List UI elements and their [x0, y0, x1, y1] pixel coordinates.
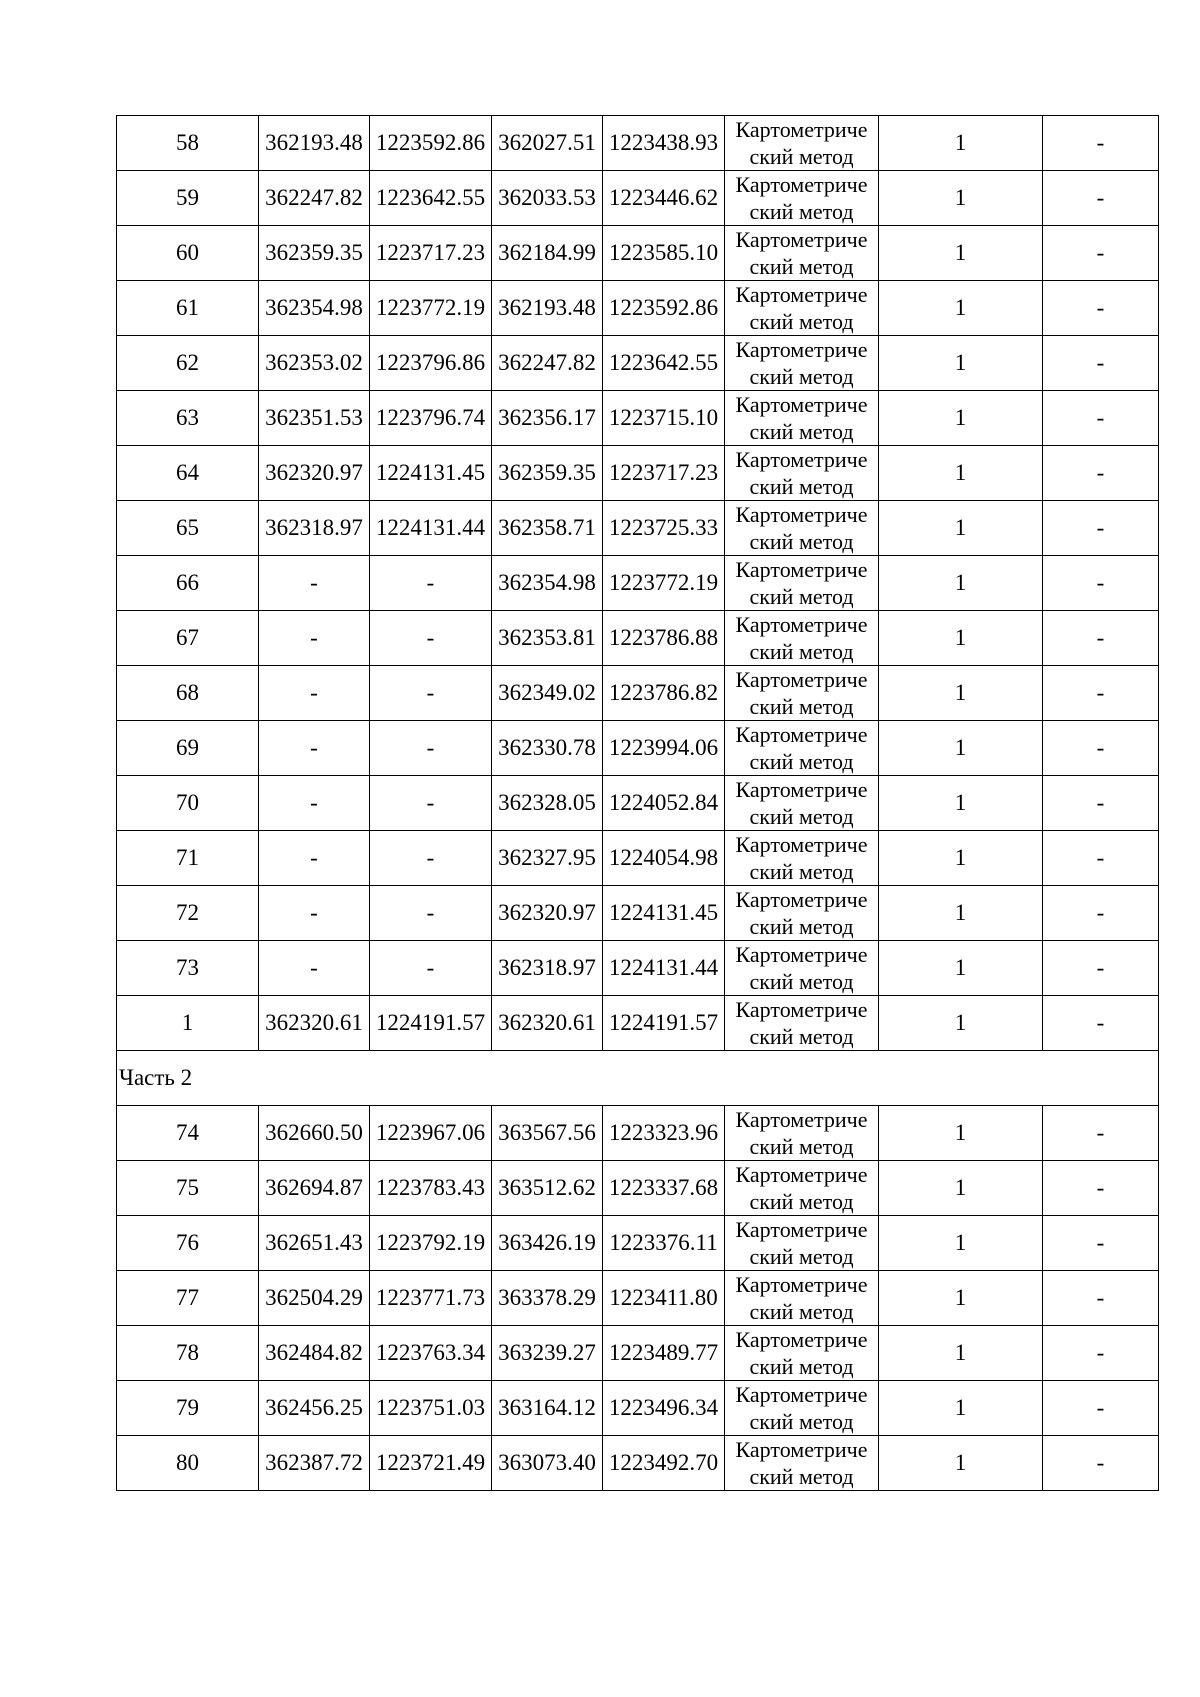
table-body-part-1 — [117, 116, 1159, 1051]
method-line-1: Картометриче — [735, 997, 868, 1022]
coordinates-table — [116, 115, 1159, 1491]
existing-x-cell: - — [259, 556, 370, 611]
description-cell: - — [1043, 1216, 1159, 1271]
method-cell — [725, 336, 879, 391]
accuracy-cell: 1 — [879, 776, 1043, 831]
method-line-2: ский метод — [749, 1299, 854, 1324]
refined-y-cell: 1223323.96 — [603, 1106, 725, 1161]
accuracy-cell: 1 — [879, 171, 1043, 226]
point-number-cell: 78 — [117, 1326, 259, 1381]
refined-x-cell: 362349.02 — [492, 666, 603, 721]
refined-y-cell: 1223786.82 — [603, 666, 725, 721]
existing-y-cell: 1223796.86 — [370, 336, 492, 391]
refined-y-cell: 1223585.10 — [603, 226, 725, 281]
table-row — [117, 336, 1159, 391]
method-line-1: Картометриче — [735, 942, 868, 967]
table-row — [117, 831, 1159, 886]
refined-x-cell: 362353.81 — [492, 611, 603, 666]
document-page — [116, 115, 1159, 1491]
method-line-2: ский метод — [749, 1189, 854, 1214]
existing-x-cell: 362353.02 — [259, 336, 370, 391]
table-row — [117, 1106, 1159, 1161]
method-cell — [725, 996, 879, 1051]
method-line-1: Картометриче — [735, 337, 868, 362]
method-cell — [725, 1216, 879, 1271]
accuracy-cell: 1 — [879, 1216, 1043, 1271]
table-row — [117, 666, 1159, 721]
existing-y-cell: - — [370, 721, 492, 776]
method-line-2: ский метод — [749, 749, 854, 774]
refined-x-cell: 362328.05 — [492, 776, 603, 831]
method-cell — [725, 1381, 879, 1436]
existing-x-cell: 362484.82 — [259, 1326, 370, 1381]
method-cell — [725, 281, 879, 336]
method-cell — [725, 116, 879, 171]
accuracy-cell: 1 — [879, 996, 1043, 1051]
refined-x-cell: 362184.99 — [492, 226, 603, 281]
method-line-1: Картометриче — [735, 1327, 868, 1352]
point-number-cell: 71 — [117, 831, 259, 886]
accuracy-cell: 1 — [879, 1381, 1043, 1436]
existing-x-cell: - — [259, 666, 370, 721]
method-line-1: Картометриче — [735, 612, 868, 637]
point-number-cell: 76 — [117, 1216, 259, 1271]
table-row — [117, 721, 1159, 776]
method-line-2: ский метод — [749, 309, 854, 334]
existing-y-cell: 1223792.19 — [370, 1216, 492, 1271]
refined-x-cell: 362320.97 — [492, 886, 603, 941]
accuracy-cell: 1 — [879, 1271, 1043, 1326]
method-line-2: ский метод — [749, 364, 854, 389]
method-line-2: ский метод — [749, 474, 854, 499]
accuracy-cell: 1 — [879, 446, 1043, 501]
refined-y-cell: 1223489.77 — [603, 1326, 725, 1381]
method-line-1: Картометриче — [735, 282, 868, 307]
method-line-2: ский метод — [749, 914, 854, 939]
point-number-cell: 68 — [117, 666, 259, 721]
method-line-2: ский метод — [749, 639, 854, 664]
section-row — [117, 1051, 1159, 1106]
method-line-2: ский метод — [749, 1409, 854, 1434]
description-cell: - — [1043, 336, 1159, 391]
existing-x-cell: 362660.50 — [259, 1106, 370, 1161]
existing-y-cell: - — [370, 556, 492, 611]
existing-x-cell: - — [259, 886, 370, 941]
method-cell — [725, 501, 879, 556]
method-cell — [725, 226, 879, 281]
refined-x-cell: 363164.12 — [492, 1381, 603, 1436]
accuracy-cell: 1 — [879, 226, 1043, 281]
section-header — [117, 1051, 1159, 1106]
description-cell: - — [1043, 171, 1159, 226]
method-line-2: ский метод — [749, 1354, 854, 1379]
accuracy-cell: 1 — [879, 831, 1043, 886]
existing-x-cell: 362320.61 — [259, 996, 370, 1051]
existing-x-cell: 362359.35 — [259, 226, 370, 281]
method-line-2: ский метод — [749, 1244, 854, 1269]
method-line-2: ский метод — [749, 969, 854, 994]
existing-y-cell: 1223721.49 — [370, 1436, 492, 1491]
existing-x-cell: 362387.72 — [259, 1436, 370, 1491]
table-row — [117, 776, 1159, 831]
existing-y-cell: - — [370, 611, 492, 666]
existing-y-cell: 1223772.19 — [370, 281, 492, 336]
point-number-cell: 65 — [117, 501, 259, 556]
method-cell — [725, 1106, 879, 1161]
table-row — [117, 391, 1159, 446]
point-number-cell: 64 — [117, 446, 259, 501]
refined-x-cell: 362318.97 — [492, 941, 603, 996]
existing-y-cell: 1223751.03 — [370, 1381, 492, 1436]
existing-y-cell: 1224131.44 — [370, 501, 492, 556]
refined-x-cell: 362330.78 — [492, 721, 603, 776]
method-line-2: ский метод — [749, 1024, 854, 1049]
method-cell — [725, 831, 879, 886]
description-cell: - — [1043, 281, 1159, 336]
method-cell — [725, 886, 879, 941]
description-cell: - — [1043, 226, 1159, 281]
refined-x-cell: 362356.17 — [492, 391, 603, 446]
accuracy-cell: 1 — [879, 941, 1043, 996]
accuracy-cell: 1 — [879, 281, 1043, 336]
method-line-1: Картометриче — [735, 667, 868, 692]
existing-x-cell: 362354.98 — [259, 281, 370, 336]
existing-x-cell: 362247.82 — [259, 171, 370, 226]
table-row — [117, 556, 1159, 611]
refined-y-cell: 1224191.57 — [603, 996, 725, 1051]
refined-y-cell: 1223642.55 — [603, 336, 725, 391]
point-number-cell: 75 — [117, 1161, 259, 1216]
point-number-cell: 62 — [117, 336, 259, 391]
method-cell — [725, 776, 879, 831]
refined-x-cell: 362354.98 — [492, 556, 603, 611]
accuracy-cell: 1 — [879, 501, 1043, 556]
table-row — [117, 1381, 1159, 1436]
existing-x-cell: 362193.48 — [259, 116, 370, 171]
table-row — [117, 1271, 1159, 1326]
existing-x-cell: 362694.87 — [259, 1161, 370, 1216]
method-cell — [725, 1326, 879, 1381]
method-cell — [725, 666, 879, 721]
method-line-1: Картометриче — [735, 392, 868, 417]
method-line-2: ский метод — [749, 254, 854, 279]
accuracy-cell: 1 — [879, 666, 1043, 721]
point-number-cell: 63 — [117, 391, 259, 446]
description-cell: - — [1043, 1106, 1159, 1161]
existing-x-cell: 362651.43 — [259, 1216, 370, 1271]
existing-y-cell: - — [370, 831, 492, 886]
method-line-1: Картометриче — [735, 447, 868, 472]
refined-x-cell: 363567.56 — [492, 1106, 603, 1161]
refined-y-cell: 1223725.33 — [603, 501, 725, 556]
point-number-cell: 70 — [117, 776, 259, 831]
accuracy-cell: 1 — [879, 1436, 1043, 1491]
method-cell — [725, 1161, 879, 1216]
description-cell: - — [1043, 941, 1159, 996]
point-number-cell: 66 — [117, 556, 259, 611]
refined-y-cell: 1224054.98 — [603, 831, 725, 886]
refined-y-cell: 1223715.10 — [603, 391, 725, 446]
method-line-1: Картометриче — [735, 557, 868, 582]
point-number-cell: 80 — [117, 1436, 259, 1491]
description-cell: - — [1043, 776, 1159, 831]
refined-y-cell: 1223446.62 — [603, 171, 725, 226]
method-line-2: ский метод — [749, 804, 854, 829]
existing-x-cell: 362351.53 — [259, 391, 370, 446]
description-cell: - — [1043, 556, 1159, 611]
refined-y-cell: 1223786.88 — [603, 611, 725, 666]
refined-x-cell: 363073.40 — [492, 1436, 603, 1491]
description-cell: - — [1043, 1436, 1159, 1491]
point-number-cell: 61 — [117, 281, 259, 336]
refined-y-cell: 1223592.86 — [603, 281, 725, 336]
table-row — [117, 281, 1159, 336]
description-cell: - — [1043, 666, 1159, 721]
table-row — [117, 226, 1159, 281]
refined-y-cell: 1223411.80 — [603, 1271, 725, 1326]
method-line-1: Картометриче — [735, 1437, 868, 1462]
refined-x-cell: 363426.19 — [492, 1216, 603, 1271]
point-number-cell: 72 — [117, 886, 259, 941]
method-line-1: Картометриче — [735, 172, 868, 197]
existing-x-cell: - — [259, 611, 370, 666]
description-cell: - — [1043, 391, 1159, 446]
method-line-1: Картометриче — [735, 227, 868, 252]
point-number-cell: 59 — [117, 171, 259, 226]
existing-x-cell: 362320.97 — [259, 446, 370, 501]
method-cell — [725, 1436, 879, 1491]
method-line-1: Картометриче — [735, 1162, 868, 1187]
accuracy-cell: 1 — [879, 336, 1043, 391]
table-row — [117, 1161, 1159, 1216]
existing-y-cell: 1223592.86 — [370, 116, 492, 171]
refined-y-cell: 1223376.11 — [603, 1216, 725, 1271]
existing-y-cell: 1223763.34 — [370, 1326, 492, 1381]
refined-y-cell: 1223337.68 — [603, 1161, 725, 1216]
existing-y-cell: - — [370, 941, 492, 996]
point-number-cell: 73 — [117, 941, 259, 996]
refined-x-cell: 362327.95 — [492, 831, 603, 886]
point-number-cell: 60 — [117, 226, 259, 281]
method-line-1: Картометриче — [735, 722, 868, 747]
method-line-1: Картометриче — [735, 117, 868, 142]
description-cell: - — [1043, 831, 1159, 886]
section-label: Часть 2 — [117, 1051, 1159, 1106]
description-cell: - — [1043, 501, 1159, 556]
existing-x-cell: 362456.25 — [259, 1381, 370, 1436]
table-row — [117, 116, 1159, 171]
table-row — [117, 446, 1159, 501]
existing-y-cell: 1223783.43 — [370, 1161, 492, 1216]
method-line-1: Картометриче — [735, 1272, 868, 1297]
table-row — [117, 1436, 1159, 1491]
table-row — [117, 996, 1159, 1051]
description-cell: - — [1043, 996, 1159, 1051]
existing-y-cell: 1223717.23 — [370, 226, 492, 281]
point-number-cell: 69 — [117, 721, 259, 776]
method-line-2: ский метод — [749, 419, 854, 444]
description-cell: - — [1043, 1326, 1159, 1381]
accuracy-cell: 1 — [879, 1161, 1043, 1216]
refined-x-cell: 362320.61 — [492, 996, 603, 1051]
existing-x-cell: 362318.97 — [259, 501, 370, 556]
existing-y-cell: 1224191.57 — [370, 996, 492, 1051]
refined-y-cell: 1223438.93 — [603, 116, 725, 171]
table-row — [117, 1326, 1159, 1381]
point-number-cell: 79 — [117, 1381, 259, 1436]
description-cell: - — [1043, 446, 1159, 501]
method-line-1: Картометриче — [735, 832, 868, 857]
table-row — [117, 941, 1159, 996]
existing-x-cell: - — [259, 721, 370, 776]
description-cell: - — [1043, 116, 1159, 171]
method-cell — [725, 941, 879, 996]
existing-x-cell: 362504.29 — [259, 1271, 370, 1326]
refined-y-cell: 1224131.45 — [603, 886, 725, 941]
existing-x-cell: - — [259, 831, 370, 886]
table-body-part-2 — [117, 1106, 1159, 1491]
existing-y-cell: 1223796.74 — [370, 391, 492, 446]
point-number-cell: 67 — [117, 611, 259, 666]
refined-x-cell: 363239.27 — [492, 1326, 603, 1381]
description-cell: - — [1043, 886, 1159, 941]
existing-y-cell: - — [370, 776, 492, 831]
point-number-cell: 77 — [117, 1271, 259, 1326]
method-line-1: Картометриче — [735, 1217, 868, 1242]
refined-y-cell: 1224131.44 — [603, 941, 725, 996]
method-line-1: Картометриче — [735, 1382, 868, 1407]
refined-x-cell: 362247.82 — [492, 336, 603, 391]
accuracy-cell: 1 — [879, 721, 1043, 776]
refined-y-cell: 1223772.19 — [603, 556, 725, 611]
refined-y-cell: 1223717.23 — [603, 446, 725, 501]
method-cell — [725, 721, 879, 776]
refined-x-cell: 363378.29 — [492, 1271, 603, 1326]
refined-x-cell: 362359.35 — [492, 446, 603, 501]
method-line-2: ский метод — [749, 859, 854, 884]
method-line-2: ский метод — [749, 1134, 854, 1159]
method-line-2: ский метод — [749, 584, 854, 609]
existing-y-cell: - — [370, 886, 492, 941]
refined-x-cell: 362358.71 — [492, 501, 603, 556]
table-row — [117, 886, 1159, 941]
method-line-1: Картометриче — [735, 502, 868, 527]
method-cell — [725, 611, 879, 666]
refined-x-cell: 362193.48 — [492, 281, 603, 336]
accuracy-cell: 1 — [879, 116, 1043, 171]
accuracy-cell: 1 — [879, 611, 1043, 666]
description-cell: - — [1043, 1381, 1159, 1436]
point-number-cell: 1 — [117, 996, 259, 1051]
accuracy-cell: 1 — [879, 556, 1043, 611]
point-number-cell: 74 — [117, 1106, 259, 1161]
method-cell — [725, 1271, 879, 1326]
existing-y-cell: 1223771.73 — [370, 1271, 492, 1326]
description-cell: - — [1043, 611, 1159, 666]
description-cell: - — [1043, 1161, 1159, 1216]
method-line-1: Картометриче — [735, 777, 868, 802]
refined-x-cell: 362027.51 — [492, 116, 603, 171]
accuracy-cell: 1 — [879, 391, 1043, 446]
method-line-1: Картометриче — [735, 887, 868, 912]
refined-y-cell: 1223496.34 — [603, 1381, 725, 1436]
table-row — [117, 1216, 1159, 1271]
description-cell: - — [1043, 721, 1159, 776]
description-cell: - — [1043, 1271, 1159, 1326]
accuracy-cell: 1 — [879, 886, 1043, 941]
method-cell — [725, 171, 879, 226]
table-row — [117, 501, 1159, 556]
refined-y-cell: 1224052.84 — [603, 776, 725, 831]
table-row — [117, 611, 1159, 666]
existing-y-cell: 1223642.55 — [370, 171, 492, 226]
refined-x-cell: 363512.62 — [492, 1161, 603, 1216]
accuracy-cell: 1 — [879, 1106, 1043, 1161]
method-line-2: ский метод — [749, 144, 854, 169]
method-line-1: Картометриче — [735, 1107, 868, 1132]
table-row — [117, 171, 1159, 226]
point-number-cell: 58 — [117, 116, 259, 171]
method-cell — [725, 391, 879, 446]
method-cell — [725, 446, 879, 501]
refined-y-cell: 1223492.70 — [603, 1436, 725, 1491]
existing-y-cell: - — [370, 666, 492, 721]
refined-y-cell: 1223994.06 — [603, 721, 725, 776]
method-line-2: ский метод — [749, 529, 854, 554]
method-line-2: ский метод — [749, 694, 854, 719]
refined-x-cell: 362033.53 — [492, 171, 603, 226]
existing-y-cell: 1224131.45 — [370, 446, 492, 501]
method-cell — [725, 556, 879, 611]
existing-y-cell: 1223967.06 — [370, 1106, 492, 1161]
existing-x-cell: - — [259, 941, 370, 996]
method-line-2: ский метод — [749, 1464, 854, 1489]
existing-x-cell: - — [259, 776, 370, 831]
accuracy-cell: 1 — [879, 1326, 1043, 1381]
method-line-2: ский метод — [749, 199, 854, 224]
